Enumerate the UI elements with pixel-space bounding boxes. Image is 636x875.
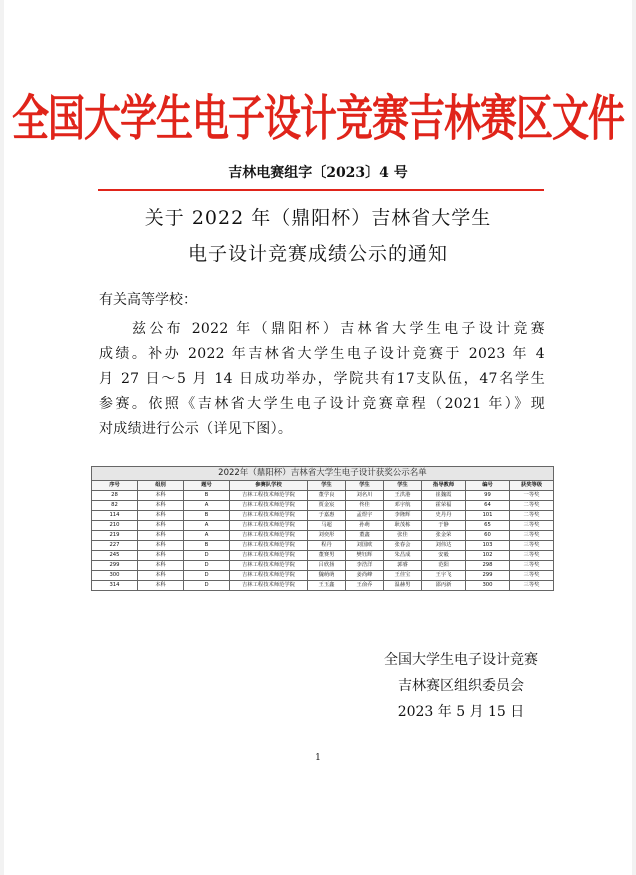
salutation: 有关高等学校： bbox=[99, 292, 197, 308]
table-cell: 王玉鑫 bbox=[308, 581, 346, 591]
page-number: 1 bbox=[315, 753, 321, 763]
table-cell: 65 bbox=[466, 521, 510, 531]
table-row bbox=[92, 581, 554, 591]
table-cell: 300 bbox=[466, 581, 510, 591]
table-cell: 三等奖 bbox=[510, 531, 554, 541]
notice-title-line-1: 关于 2022 年（鼎阳杯）吉林省大学生 bbox=[144, 207, 492, 229]
table-row bbox=[92, 551, 554, 561]
table-cell: A bbox=[184, 531, 230, 541]
table-row bbox=[92, 491, 554, 501]
table-cell: 吉林工程技术师范学院 bbox=[230, 571, 308, 581]
body-line-3: 月 27 日～5 月 14 日成功举办，学院共有17支队伍，47名学生 bbox=[99, 371, 545, 387]
table-cell: 吉林工程技术师范学院 bbox=[230, 531, 308, 541]
body-line-2: 成绩。补办 2022 年吉林省大学生电子设计竞赛于 2023 年 4 bbox=[99, 346, 545, 362]
document-page bbox=[4, 0, 632, 875]
document-number: 吉林电赛组字〔2023〕4 号 bbox=[228, 165, 408, 181]
award-results-table bbox=[91, 466, 554, 591]
column-header: 获奖等级 bbox=[510, 481, 554, 491]
table-cell: 吉林工程技术师范学院 bbox=[230, 491, 308, 501]
table-cell: A bbox=[184, 521, 230, 531]
table-cell: 219 bbox=[92, 531, 138, 541]
table-cell: 245 bbox=[92, 551, 138, 561]
table-cell: 210 bbox=[92, 521, 138, 531]
table-cell: 本科 bbox=[138, 491, 184, 501]
table-cell: 本科 bbox=[138, 501, 184, 511]
table-cell: 吕欣扬 bbox=[308, 561, 346, 571]
table-row bbox=[92, 571, 554, 581]
table-cell: 本科 bbox=[138, 541, 184, 551]
table-cell: 朱昌成 bbox=[384, 551, 422, 561]
table-cell: 三等奖 bbox=[510, 551, 554, 561]
table-cell: 吉林工程技术师范学院 bbox=[230, 511, 308, 521]
table-body bbox=[92, 491, 554, 591]
table-cell: 299 bbox=[466, 571, 510, 581]
table-cell: 崔魏霞 bbox=[422, 491, 466, 501]
column-header: 参赛队学校 bbox=[230, 481, 308, 491]
table-cell: 64 bbox=[466, 501, 510, 511]
table-cell: 李隆辉 bbox=[384, 511, 422, 521]
table-cell: 程丹 bbox=[308, 541, 346, 551]
table-cell: 本科 bbox=[138, 551, 184, 561]
table-cell: 227 bbox=[92, 541, 138, 551]
table-header-row bbox=[92, 481, 554, 491]
table-cell: 本科 bbox=[138, 561, 184, 571]
table-cell: B bbox=[184, 511, 230, 521]
table-cell: 郭睿 bbox=[384, 561, 422, 571]
table-cell: D bbox=[184, 561, 230, 571]
table-row bbox=[92, 521, 554, 531]
column-header: 编号 bbox=[466, 481, 510, 491]
table-cell: 吉林工程技术师范学院 bbox=[230, 561, 308, 571]
table-cell: 三等奖 bbox=[510, 541, 554, 551]
table-cell: 三等奖 bbox=[510, 581, 554, 591]
red-header-title: 全国大学生电子设计竞赛吉林赛区文件 bbox=[12, 89, 624, 147]
table-cell: 王俞乔 bbox=[346, 581, 384, 591]
table-cell: B bbox=[184, 491, 230, 501]
table-cell: 刘奕彤 bbox=[308, 531, 346, 541]
table-cell: 二等奖 bbox=[510, 501, 554, 511]
table-cell: 范阳 bbox=[422, 561, 466, 571]
table-cell: 董学良 bbox=[308, 491, 346, 501]
table-cell: 本科 bbox=[138, 511, 184, 521]
table-cell: 28 bbox=[92, 491, 138, 501]
table-cell: 王佳宝 bbox=[384, 571, 422, 581]
table-cell: 刘伟达 bbox=[422, 541, 466, 551]
table-cell: 一等奖 bbox=[510, 491, 554, 501]
table-cell: 吉林工程技术师范学院 bbox=[230, 521, 308, 531]
table-cell: 安毅 bbox=[422, 551, 466, 561]
table-cell: 李浩洋 bbox=[346, 561, 384, 571]
table-row bbox=[92, 531, 554, 541]
table-cell: 吉林工程技术师范学院 bbox=[230, 541, 308, 551]
table-cell: 60 bbox=[466, 531, 510, 541]
table-cell: 孟煜宇 bbox=[346, 511, 384, 521]
table-caption: 2022年（鼎阳杯）吉林省大学生电子设计获奖公示名单 bbox=[91, 466, 554, 480]
table-cell: 298 bbox=[466, 561, 510, 571]
signature-date: 2023 年 5 月 15 日 bbox=[397, 704, 525, 720]
table-row bbox=[92, 511, 554, 521]
table-cell: B bbox=[184, 541, 230, 551]
table-cell: 董赛男 bbox=[308, 551, 346, 561]
table-cell: 王洪港 bbox=[384, 491, 422, 501]
table-cell: 贾金宸 bbox=[308, 501, 346, 511]
table-cell: 张金荣 bbox=[422, 531, 466, 541]
column-header: 学生 bbox=[346, 481, 384, 491]
table-cell: 樊钰辉 bbox=[346, 551, 384, 561]
table-cell: 邓宇航 bbox=[384, 501, 422, 511]
signature-org-line-2: 吉林赛区组织委员会 bbox=[398, 678, 524, 694]
table-cell: 314 bbox=[92, 581, 138, 591]
table-cell: D bbox=[184, 581, 230, 591]
body-line-4: 参赛。依照《吉林省大学生电子设计竞赛章程（2021 年）》现 bbox=[99, 396, 545, 412]
signature-org-line-1: 全国大学生电子设计竞赛 bbox=[384, 652, 538, 668]
column-header: 学生 bbox=[384, 481, 422, 491]
body-line-5: 对成绩进行公示（详见下图）。 bbox=[99, 421, 293, 437]
column-header: 题号 bbox=[184, 481, 230, 491]
table-cell: 邵丙新 bbox=[422, 581, 466, 591]
column-header: 指导教师 bbox=[422, 481, 466, 491]
column-header: 学生 bbox=[308, 481, 346, 491]
table-cell: 董鑫 bbox=[346, 531, 384, 541]
table-cell: 300 bbox=[92, 571, 138, 581]
table-row bbox=[92, 501, 554, 511]
table-cell: 102 bbox=[466, 551, 510, 561]
table-cell: 张佳 bbox=[384, 531, 422, 541]
column-header: 序号 bbox=[92, 481, 138, 491]
table-cell: 本科 bbox=[138, 531, 184, 541]
table-cell: 史丹丹 bbox=[422, 511, 466, 521]
table-cell: D bbox=[184, 571, 230, 581]
table-cell: A bbox=[184, 501, 230, 511]
table-cell: 刘国欧 bbox=[346, 541, 384, 551]
table-cell: D bbox=[184, 551, 230, 561]
table-cell: 103 bbox=[466, 541, 510, 551]
table-cell: 姜尚峰 bbox=[346, 571, 384, 581]
table-cell: 吉林工程技术师范学院 bbox=[230, 551, 308, 561]
table-cell: 王宇飞 bbox=[422, 571, 466, 581]
table-cell: 吉林工程技术师范学院 bbox=[230, 501, 308, 511]
table-cell: 温赫男 bbox=[384, 581, 422, 591]
table-cell: 三等奖 bbox=[510, 571, 554, 581]
table-cell: 本科 bbox=[138, 521, 184, 531]
body-line-1: 兹公布 2022 年（鼎阳杯）吉林省大学生电子设计竞赛 bbox=[132, 321, 545, 337]
table-row bbox=[92, 561, 554, 571]
table-cell: 于嘉惠 bbox=[308, 511, 346, 521]
table-cell: 霍荣福 bbox=[422, 501, 466, 511]
column-header: 组别 bbox=[138, 481, 184, 491]
table-row bbox=[92, 541, 554, 551]
table-cell: 三等奖 bbox=[510, 521, 554, 531]
table-cell: 本科 bbox=[138, 581, 184, 591]
table-cell: 于静 bbox=[422, 521, 466, 531]
table-cell: 二等奖 bbox=[510, 511, 554, 521]
table-cell: 魏萌萌 bbox=[308, 571, 346, 581]
table-cell: 刘名川 bbox=[346, 491, 384, 501]
table-cell: 114 bbox=[92, 511, 138, 521]
table-cell: 82 bbox=[92, 501, 138, 511]
table-cell: 张春会 bbox=[384, 541, 422, 551]
table-cell: 本科 bbox=[138, 571, 184, 581]
table-cell: 吉林工程技术师范学院 bbox=[230, 581, 308, 591]
table-cell: 耿茂栋 bbox=[384, 521, 422, 531]
table-cell: 99 bbox=[466, 491, 510, 501]
table-cell: 三等奖 bbox=[510, 561, 554, 571]
red-divider bbox=[98, 189, 544, 191]
notice-title-line-2: 电子设计竞赛成绩公示的通知 bbox=[187, 243, 448, 265]
table-cell: 佟佳 bbox=[346, 501, 384, 511]
table-cell: 孙萌 bbox=[346, 521, 384, 531]
table-cell: 101 bbox=[466, 511, 510, 521]
table-cell: 马超 bbox=[308, 521, 346, 531]
table-cell: 299 bbox=[92, 561, 138, 571]
